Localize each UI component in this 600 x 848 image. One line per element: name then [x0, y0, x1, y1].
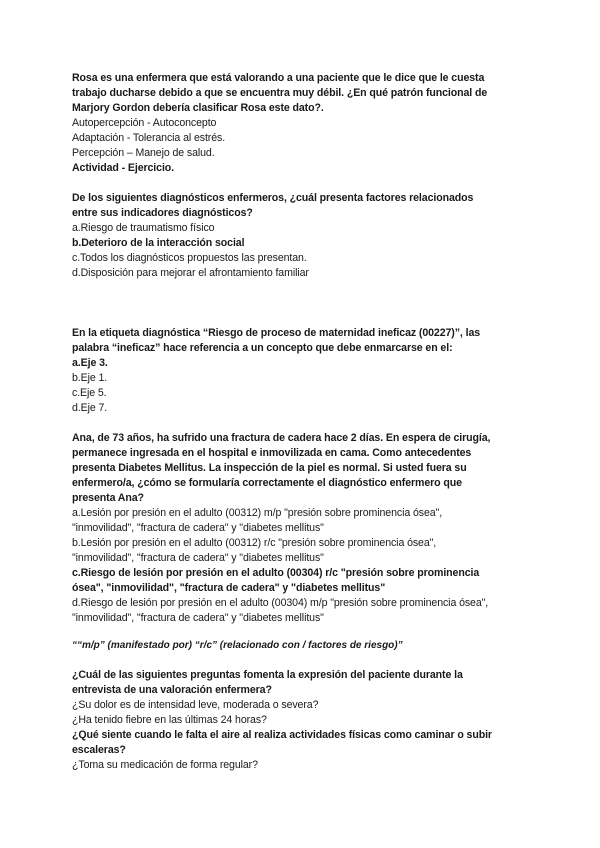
document-page — [72, 71, 532, 773]
answer-option: Adaptación - Tolerancia al estrés. — [72, 132, 226, 144]
question-5 — [72, 668, 532, 773]
question-text: De los siguientes diagnósticos enfermeros, ¿cuál presenta factores relacionados — [72, 192, 474, 204]
question-text: enfermero/a, ¿cómo se formularía correctamente el diagnóstico enfermero que — [72, 477, 462, 489]
answer-option: ¿Toma su medicación de forma regular? — [72, 759, 258, 771]
answer-option: b.Lesión por presión en el adulto (00312) r/c "presión sobre prominencia ósea", — [72, 537, 437, 549]
answer-option: a.Riesgo de traumatismo físico — [72, 222, 215, 234]
question-1 — [72, 71, 532, 176]
answer-option: ¿Su dolor es de intensidad leve, moderada o severa? — [72, 699, 319, 711]
answer-option-continued: "inmovilidad", "fractura de cadera" y "diabetes mellitus" — [72, 612, 324, 624]
answer-option: c.Todos los diagnósticos propuestos las presentan. — [72, 252, 307, 264]
question-2 — [72, 191, 532, 281]
question-text: presenta Diabetes Mellitus. La inspección de la piel es normal. Si usted fuera su — [72, 462, 467, 474]
answer-option: b.Eje 1. — [72, 372, 108, 384]
question-text: presenta Ana? — [72, 492, 144, 504]
question-text: Rosa es una enfermera que está valorando a una paciente que le dice que le cuesta — [72, 72, 485, 84]
answer-option: ¿Ha tenido fiebre en las últimas 24 horas? — [72, 714, 267, 726]
correct-answer-option: Actividad - Ejercicio. — [72, 162, 175, 174]
answer-option: d.Eje 7. — [72, 402, 108, 414]
correct-answer-option-continued: escaleras? — [72, 744, 126, 756]
answer-option: d.Riesgo de lesión por presión en el adulto (00304) m/p "presión sobre prominencia ósea", — [72, 597, 489, 609]
question-text: En la etiqueta diagnóstica “Riesgo de proceso de maternidad ineficaz (00227)”, las — [72, 327, 481, 339]
correct-answer-option: ¿Qué siente cuando le falta el aire al realiza actividades físicas como caminar o subir — [72, 729, 492, 741]
question-4 — [72, 431, 532, 626]
question-text: trabajo ducharse debido a que se encuentra muy débil. ¿En qué patrón funcional de — [72, 87, 488, 99]
question-text: palabra “ineficaz” hace referencia a un concepto que debe enmarcarse en el: — [72, 342, 453, 354]
question-text: Marjory Gordon debería clasificar Rosa este dato?. — [72, 102, 324, 114]
correct-answer-option: a.Eje 3. — [72, 357, 108, 369]
correct-answer-option: b.Deterioro de la interacción social — [72, 237, 245, 249]
question-text: Ana, de 73 años, ha sufrido una fractura de cadera hace 2 días. En espera de cirugía, — [72, 432, 491, 444]
question-text: ¿Cuál de las siguientes preguntas fomenta la expresión del paciente durante la — [72, 669, 463, 681]
correct-answer-option-continued: ósea", "inmovilidad", "fractura de cadera" y "diabetes mellitus" — [72, 582, 386, 594]
answer-option: c.Eje 5. — [72, 387, 107, 399]
answer-option-continued: "inmovilidad", "fractura de cadera" y "diabetes mellitus" — [72, 522, 324, 534]
question-3 — [72, 326, 532, 416]
question-text: entrevista de una valoración enfermera? — [72, 684, 272, 696]
answer-option: d.Disposición para mejorar el afrontamiento familiar — [72, 267, 309, 279]
question-text: entre sus indicadores diagnósticos? — [72, 207, 253, 219]
abbreviation-note: ““m/p” (manifestado por) “r/c” (relacionado con / factores de riesgo)” — [72, 640, 403, 651]
answer-option: a.Lesión por presión en el adulto (00312) m/p "presión sobre prominencia ósea", — [72, 507, 443, 519]
answer-option-continued: "inmovilidad", "fractura de cadera" y "diabetes mellitus" — [72, 552, 324, 564]
correct-answer-option: c.Riesgo de lesión por presión en el adulto (00304) r/c "presión sobre prominencia — [72, 567, 480, 579]
question-text: permanece ingresada en el hospital e inmovilizada en cama. Como antecedentes — [72, 447, 472, 459]
answer-option: Autopercepción - Autoconcepto — [72, 117, 217, 129]
answer-option: Percepción – Manejo de salud. — [72, 147, 215, 159]
